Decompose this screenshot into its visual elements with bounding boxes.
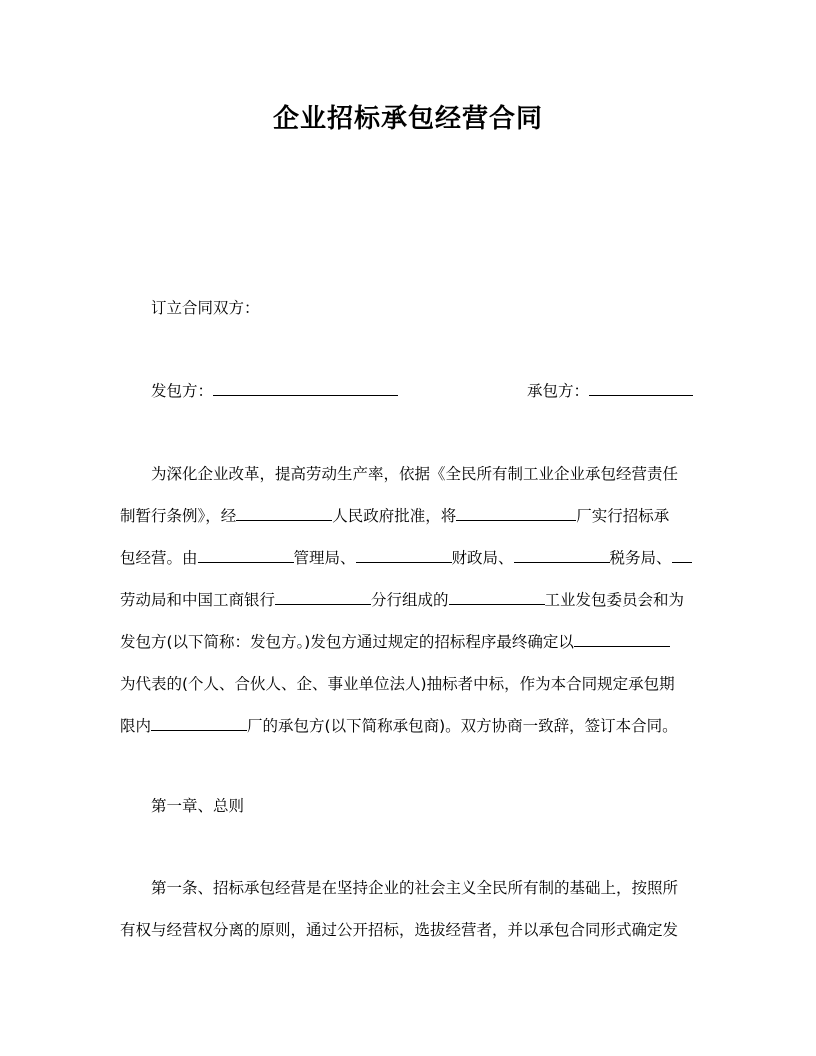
- blank-field: [514, 548, 610, 563]
- party-a-blank: [213, 381, 398, 396]
- intro-line-1: 为深化企业改革，提高劳动生产率，依据《全民所有制工业企业承包经营责任: [151, 465, 679, 483]
- blank-field: [672, 548, 692, 563]
- party-b-line: [527, 381, 693, 401]
- intro-text: 工业发包委员会和为: [544, 591, 685, 609]
- blank-field: [449, 590, 545, 605]
- intro-text: 人民政府批准，将: [332, 507, 457, 525]
- intro-text: 制暂行条例》，经: [120, 507, 237, 525]
- intro-line-5: [120, 632, 700, 652]
- article-1-line-1: 第一条、招标承包经营是在坚持企业的社会主义全民所有制的基础上，按照所: [151, 879, 679, 897]
- intro-line-4: [120, 590, 700, 610]
- party-b-blank: [589, 381, 693, 396]
- intro-line-3: [120, 548, 700, 568]
- intro-text: 厂实行招标承: [576, 507, 670, 525]
- blank-field: [275, 590, 371, 605]
- intro-text: 财政局、: [451, 549, 514, 567]
- intro-text: 分行组成的: [371, 591, 449, 609]
- intro-text: 劳动局和中国工商银行: [120, 591, 276, 609]
- party-a-label: 发包方：: [151, 382, 214, 400]
- intro-text: 税务局、: [609, 549, 672, 567]
- article-1-line-2: 有权与经营权分离的原则，通过公开招标，选拔经营者，并以承包合同形式确定发: [120, 921, 679, 939]
- blank-field: [151, 716, 247, 731]
- blank-field: [456, 506, 576, 521]
- party-b-label: 承包方：: [527, 382, 590, 400]
- intro-text: 管理局、: [293, 549, 356, 567]
- parties-heading: 订立合同双方：: [151, 299, 260, 317]
- intro-text: 厂的承包方(以下简称承包商)。双方协商一致辞，签订本合同。: [247, 717, 678, 735]
- intro-line-2: [120, 506, 700, 526]
- blank-field: [198, 548, 294, 563]
- intro-text: 限内: [120, 717, 152, 735]
- blank-field: [356, 548, 452, 563]
- blank-field: [236, 506, 332, 521]
- chapter-1-heading: 第一章、总则: [151, 797, 245, 815]
- intro-text: 包经营。由: [120, 549, 198, 567]
- blank-field: [574, 632, 670, 647]
- intro-line-7: [120, 716, 700, 736]
- document-title: 企业招标承包经营合同: [272, 104, 543, 134]
- intro-line-6: 为代表的(个人、合伙人、企、事业单位法人)抽标者中标，作为本合同规定承包期: [120, 675, 675, 693]
- intro-text: 发包方(以下简称：发包方。)发包方通过规定的招标程序最终确定以: [120, 633, 574, 651]
